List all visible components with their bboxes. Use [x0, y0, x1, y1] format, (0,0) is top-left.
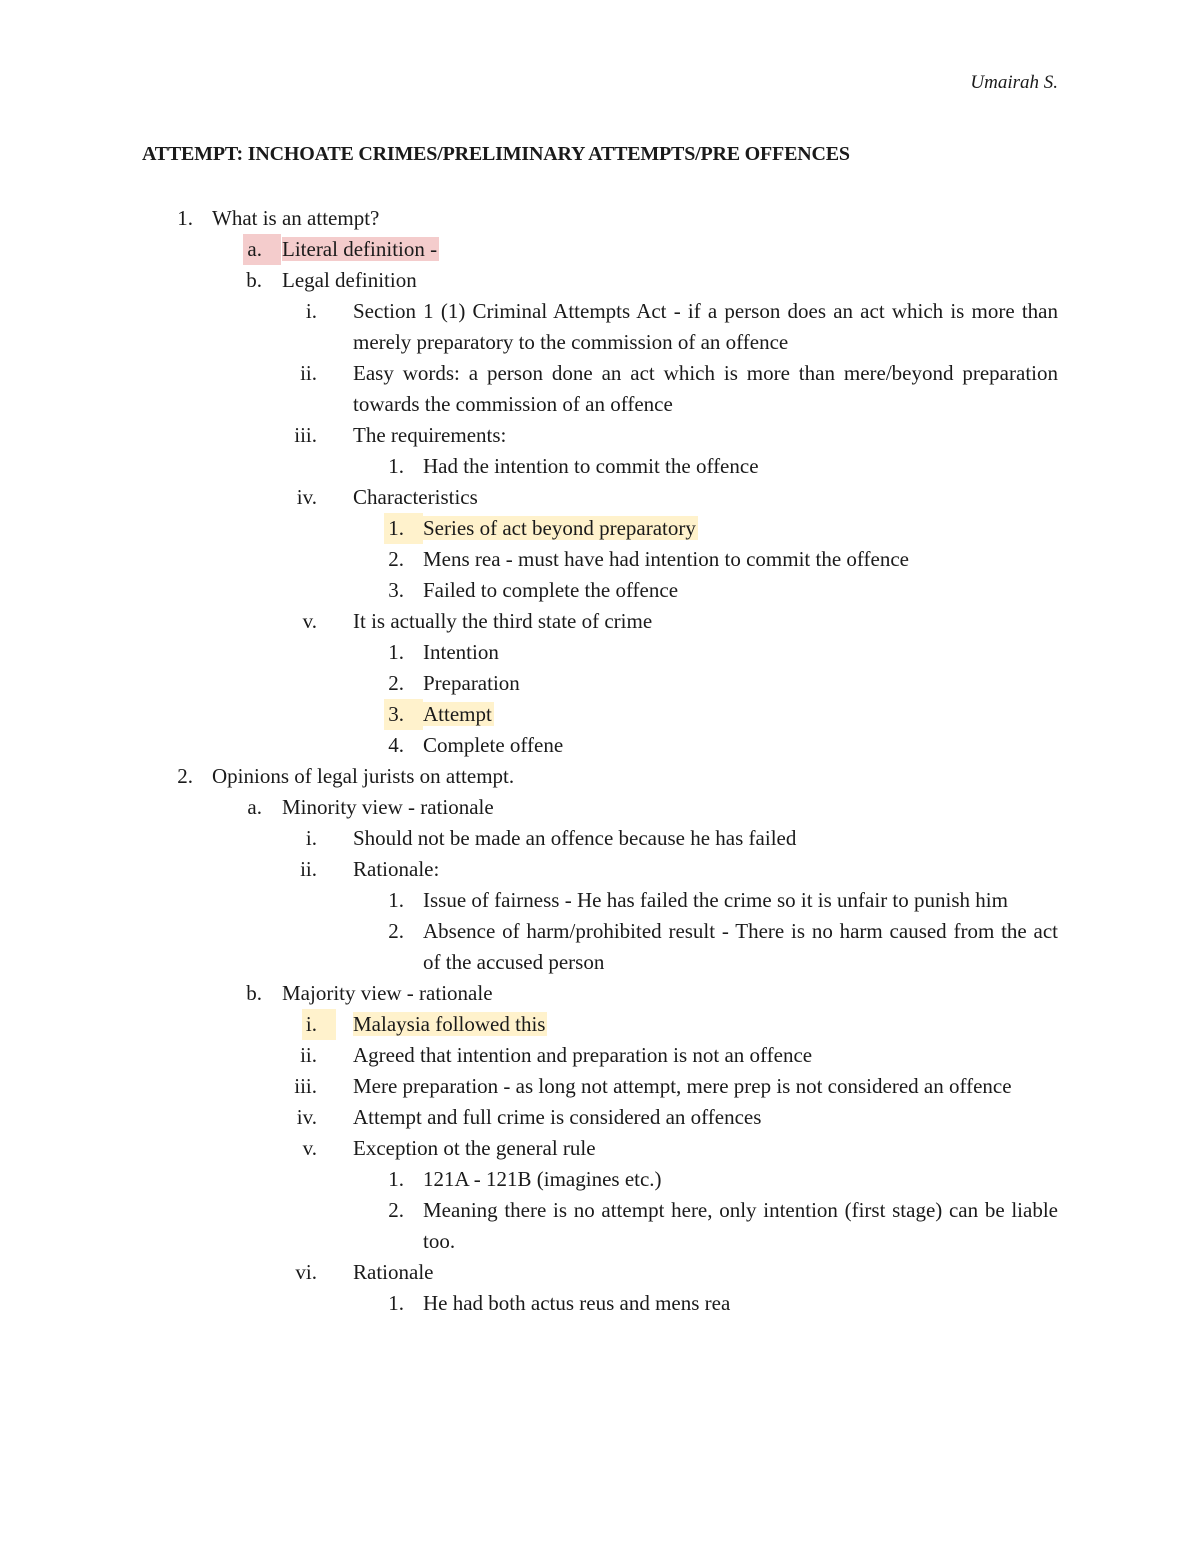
list-marker: 2. — [388, 1198, 404, 1222]
list-item-text — [212, 761, 1058, 792]
list-marker: 2. — [177, 764, 193, 788]
list-item-text — [423, 451, 1058, 482]
list-marker: 1. — [388, 640, 404, 664]
list-item — [0, 203, 1200, 234]
list-item — [0, 1257, 1200, 1288]
list-item — [0, 1195, 1200, 1257]
list-item-content: Mere preparation - as long not attempt, mere prep is not considered an offence — [353, 1074, 1012, 1098]
list-item — [0, 358, 1200, 420]
list-marker: 1. — [388, 1167, 404, 1191]
list-marker: 1. — [388, 888, 404, 912]
list-marker: ii. — [300, 361, 317, 385]
list-item — [0, 730, 1200, 761]
list-item-content: Absence of harm/prohibited result - There is no harm caused from the act of the accused person — [423, 919, 1058, 974]
list-marker: 1. — [384, 513, 423, 544]
list-item — [0, 1164, 1200, 1195]
list-item — [0, 451, 1200, 482]
list-item — [0, 606, 1200, 637]
list-item — [0, 792, 1200, 823]
list-item-content: Section 1 (1) Criminal Attempts Act - if a person does an act which is more than merely preparatory to the commission of an offence — [353, 299, 1058, 354]
list-item-text — [353, 823, 1058, 854]
list-item-content: Legal definition — [282, 268, 417, 292]
list-item — [0, 575, 1200, 606]
list-item-text — [353, 420, 1058, 451]
list-item-content: Characteristics — [353, 485, 478, 509]
list-item-content: Meaning there is no attempt here, only intention (first stage) can be liable too. — [423, 1198, 1058, 1253]
list-item — [0, 668, 1200, 699]
list-marker: iv. — [296, 485, 317, 509]
list-item-text — [423, 1164, 1058, 1195]
list-item-text — [353, 854, 1058, 885]
list-item — [0, 916, 1200, 978]
list-marker: 1. — [388, 1291, 404, 1315]
list-item — [0, 1009, 1200, 1040]
list-marker: iii. — [294, 1074, 317, 1098]
list-marker: b. — [246, 981, 262, 1005]
list-item — [0, 1102, 1200, 1133]
list-item-content: Agreed that intention and preparation is not an offence — [353, 1043, 813, 1067]
list-item — [0, 420, 1200, 451]
list-item-content: Complete offene — [423, 733, 564, 757]
list-item-text — [353, 1040, 1058, 1071]
author-name: Umairah S. — [970, 72, 1058, 93]
list-item — [0, 544, 1200, 575]
list-item — [0, 978, 1200, 1009]
list-item-content: Exception ot the general rule — [353, 1136, 596, 1160]
list-item-text — [423, 637, 1058, 668]
list-item-content: Issue of fairness - He has failed the crime so it is unfair to punish him — [423, 888, 1008, 912]
outline-list — [0, 203, 1200, 1319]
list-item — [0, 482, 1200, 513]
list-item — [0, 885, 1200, 916]
list-item — [0, 296, 1200, 358]
list-item-content: Failed to complete the offence — [423, 578, 679, 602]
list-item-content: Rationale: — [353, 857, 440, 881]
list-marker: v. — [302, 1136, 317, 1160]
list-marker: i. — [305, 826, 317, 850]
list-item-text — [423, 916, 1058, 978]
list-item-text — [423, 544, 1058, 575]
list-item-text — [353, 482, 1058, 513]
list-item-text — [353, 1102, 1058, 1133]
list-item-content: It is actually the third state of crime — [353, 609, 653, 633]
list-marker: 2. — [388, 547, 404, 571]
list-item-content: 121A - 121B (imagines etc.) — [423, 1167, 662, 1191]
list-item — [0, 699, 1200, 730]
list-item-content: Mens rea - must have had intention to commit the offence — [423, 547, 909, 571]
list-item-content: Rationale — [353, 1260, 434, 1284]
list-item — [0, 1288, 1200, 1319]
list-item-text — [423, 730, 1058, 761]
list-item-content: Opinions of legal jurists on attempt. — [212, 764, 515, 788]
list-item-content: What is an attempt? — [212, 206, 380, 230]
list-item-text — [282, 792, 1058, 823]
list-item-text — [353, 1009, 1058, 1040]
list-item-text — [423, 668, 1058, 699]
list-item-content: Attempt and full crime is considered an offences — [353, 1105, 762, 1129]
list-marker: 2. — [388, 919, 404, 943]
list-item — [0, 234, 1200, 265]
list-item-text — [212, 203, 1058, 234]
list-item-content: Preparation — [423, 671, 520, 695]
list-item-text — [353, 606, 1058, 637]
list-item-text — [423, 575, 1058, 606]
list-item-text — [423, 1195, 1058, 1257]
list-item-content: Literal definition - — [282, 237, 438, 261]
list-marker: ii. — [300, 857, 317, 881]
list-marker: v. — [302, 609, 317, 633]
list-marker: 1. — [177, 206, 193, 230]
list-item — [0, 761, 1200, 792]
list-item — [0, 823, 1200, 854]
list-item — [0, 265, 1200, 296]
list-marker: b. — [246, 268, 262, 292]
list-item-text — [423, 699, 1058, 730]
list-item-content: Attempt — [423, 702, 492, 726]
list-marker: i. — [302, 1009, 336, 1040]
list-item-content: The requirements: — [353, 423, 507, 447]
list-item-content: Series of act beyond preparatory — [423, 516, 696, 540]
list-marker: i. — [305, 299, 317, 323]
list-item-content: Had the intention to commit the offence — [423, 454, 759, 478]
list-item-content: Malaysia followed this — [353, 1012, 546, 1036]
list-item-text — [353, 1133, 1058, 1164]
list-item-text — [423, 513, 1058, 544]
list-item-text — [282, 978, 1058, 1009]
list-marker: iii. — [294, 423, 317, 447]
list-marker: ii. — [300, 1043, 317, 1067]
list-item — [0, 1071, 1200, 1102]
document-title: ATTEMPT: INCHOATE CRIMES/PRELIMINARY ATTEMPTS/PRE OFFENCES — [142, 143, 850, 165]
list-item-content: Easy words: a person done an act which is more than mere/beyond preparation towards the commission of an offence — [353, 361, 1058, 416]
list-item-content: Minority view - rationale — [282, 795, 494, 819]
list-item — [0, 637, 1200, 668]
list-item-content: Majority view - rationale — [282, 981, 493, 1005]
list-marker: iv. — [296, 1105, 317, 1129]
list-marker: a. — [247, 795, 262, 819]
list-marker: 1. — [388, 454, 404, 478]
list-marker: 3. — [384, 699, 423, 730]
list-item-text — [282, 265, 1058, 296]
list-item-text — [353, 296, 1058, 358]
list-item — [0, 854, 1200, 885]
list-item-content: Intention — [423, 640, 499, 664]
list-item-text — [353, 358, 1058, 420]
list-item-text — [423, 885, 1058, 916]
list-item — [0, 1040, 1200, 1071]
list-marker: vi. — [295, 1260, 317, 1284]
list-item-text — [282, 234, 1058, 265]
list-item-content: He had both actus reus and mens rea — [423, 1291, 731, 1315]
list-item-content: Should not be made an offence because he has failed — [353, 826, 797, 850]
list-marker: 4. — [388, 733, 404, 757]
list-item-text — [353, 1071, 1058, 1102]
list-marker: 3. — [388, 578, 404, 602]
list-item — [0, 513, 1200, 544]
list-marker: a. — [243, 234, 281, 265]
list-marker: 2. — [388, 671, 404, 695]
list-item-text — [353, 1257, 1058, 1288]
list-item-text — [423, 1288, 1058, 1319]
list-item — [0, 1133, 1200, 1164]
